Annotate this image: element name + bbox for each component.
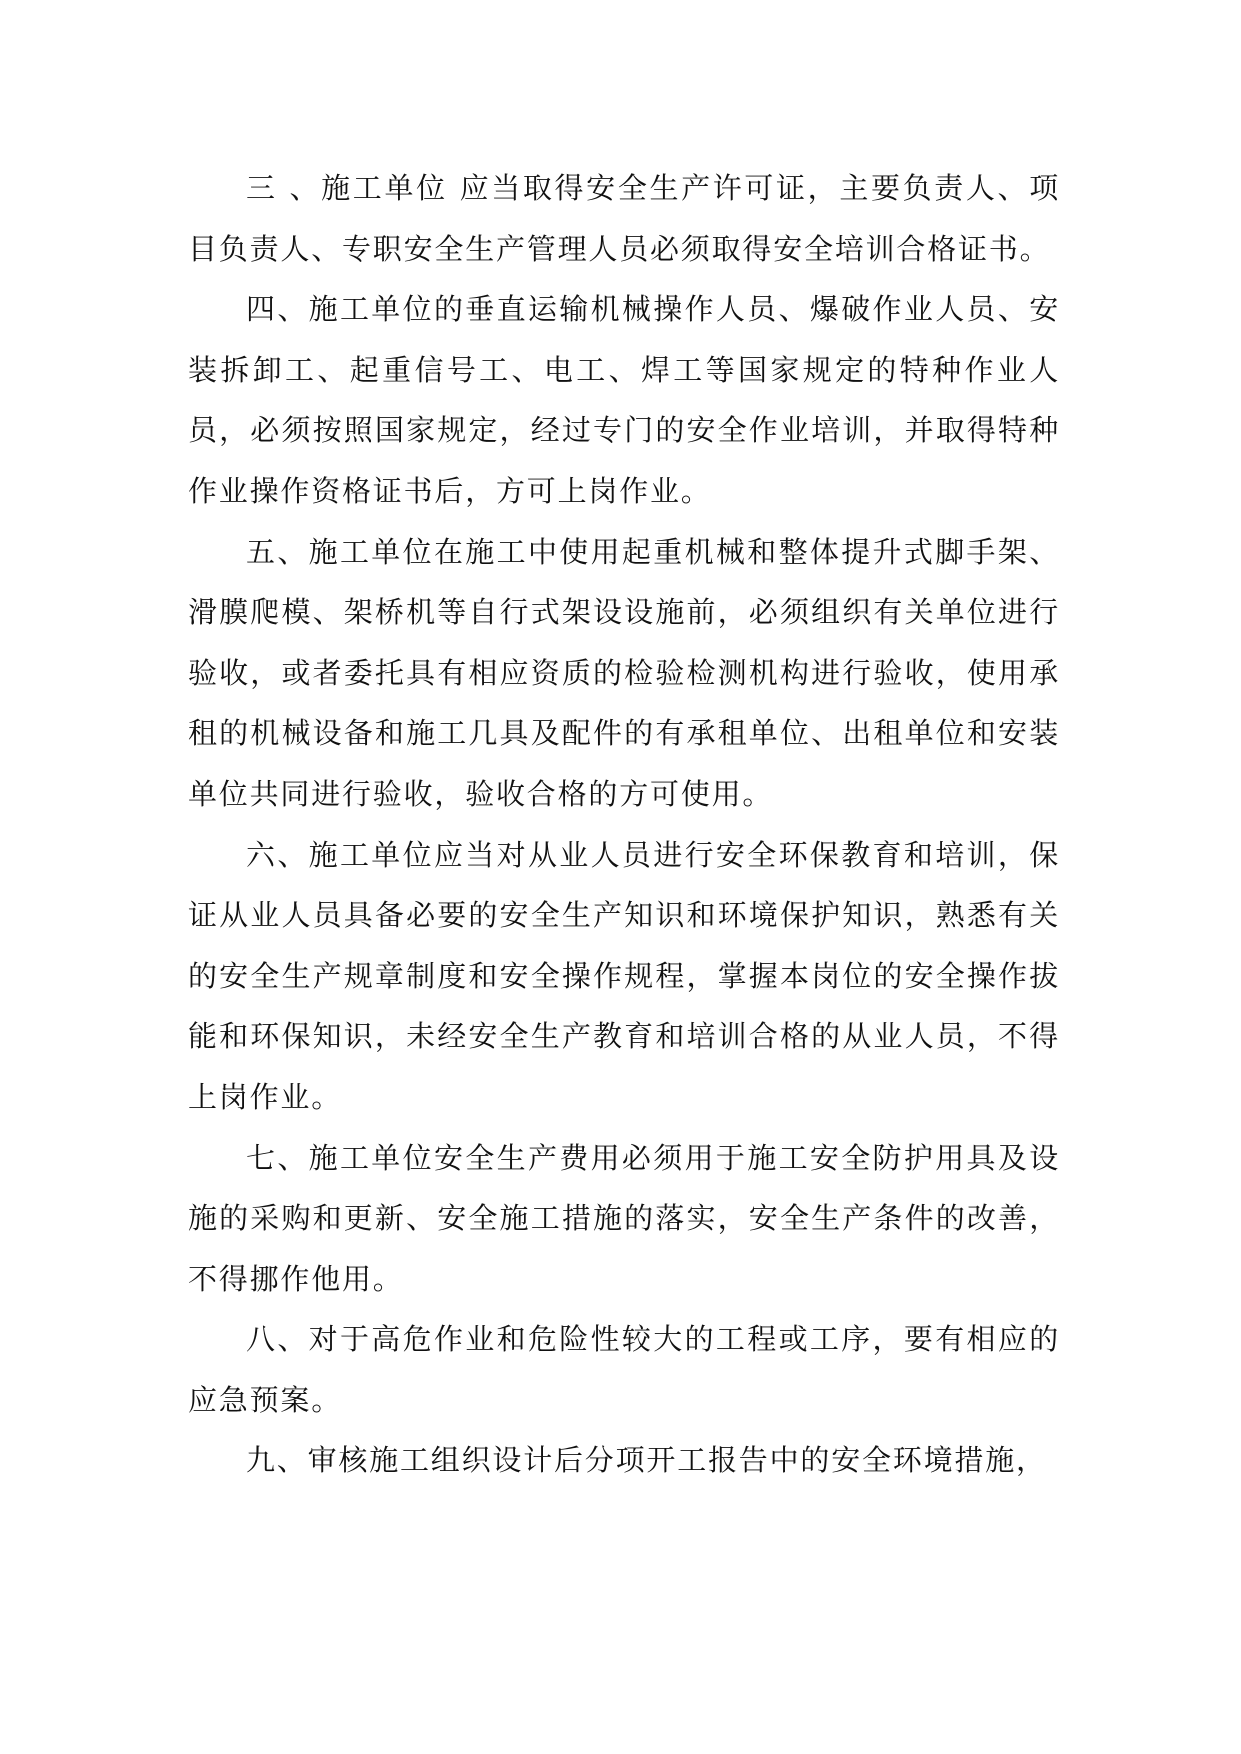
paragraph-7: 七、施工单位安全生产费用必须用于施工安全防护用具及设施的采购和更新、安全施工措施的落实，安全生产条件的改善，不得挪作他用。 [188,1140,1060,1296]
paragraph-9: 九、审核施工组织设计后分项开工报告中的安全环境措施， [246,1443,1047,1478]
document-body [188,158,1060,1491]
paragraph-3: 三 、施工单位 应当取得安全生产许可证，主要负责人、项目负责人、专职安全生产管理人员必须取得安全培训合格证书。 [188,171,1060,266]
paragraph-4: 四、施工单位的垂直运输机械操作人员、爆破作业人员、安装拆卸工、起重信号工、电工、焊工等国家规定的特种作业人员，必须按照国家规定，经过专门的安全作业培训，并取得特种作业操作资格证书后，方可上岗作业。 [188,292,1060,508]
paragraph-6: 六、施工单位应当对从业人员进行安全环保教育和培训，保证从业人员具备必要的安全生产知识和环境保护知识，熟悉有关的安全生产规章制度和安全操作规程，掌握本岗位的安全操作拔能和环保知识，未经安全生产教育和培训合格的从业人员，不得上岗作业。 [188,837,1060,1114]
paragraph-5: 五、施工单位在施工中使用起重机械和整体提升式脚手架、滑膜爬模、架桥机等自行式架设设施前，必须组织有关单位进行验收，或者委托具有相应资质的检验检测机构进行验收，使用承租的机械设备和施工几具及配件的有承租单位、出租单位和安装单位共同进行验收，验收合格的方可使用。 [188,534,1060,811]
paragraph-8: 八、对于高危作业和危险性较大的工程或工序，要有相应的应急预案。 [188,1322,1060,1417]
